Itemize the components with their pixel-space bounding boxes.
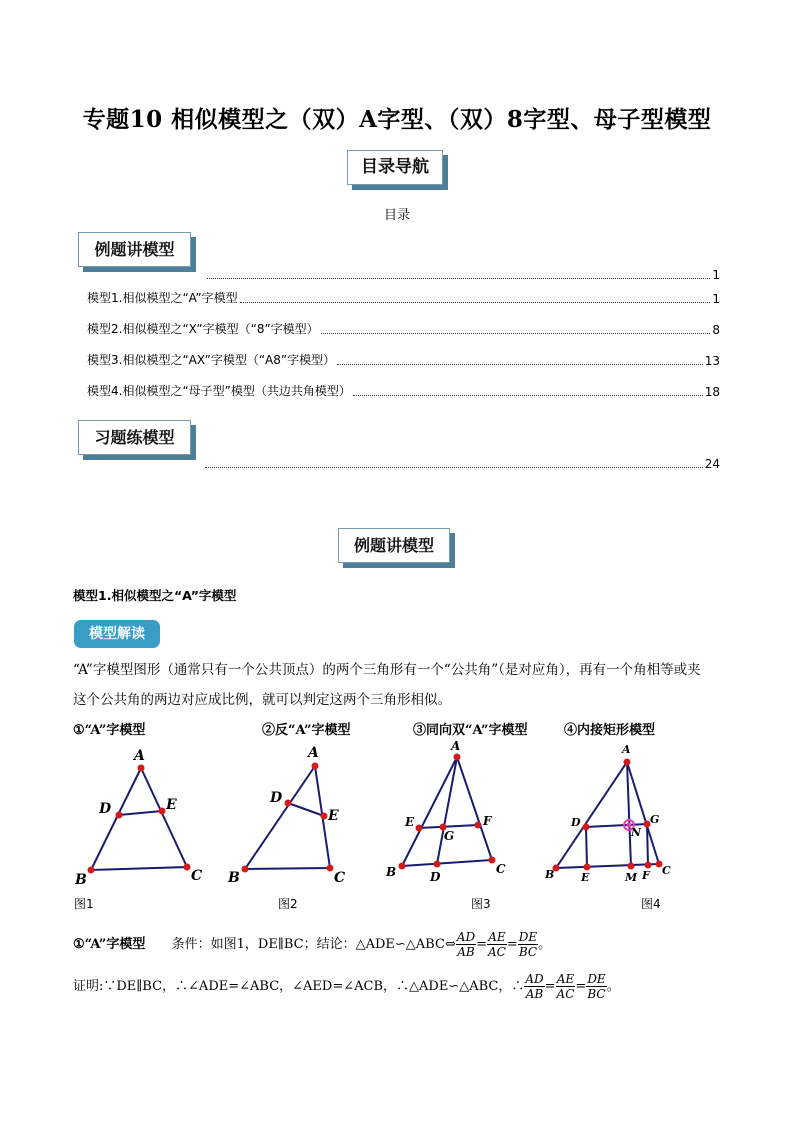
toc-leader: [207, 277, 710, 279]
figure-4-points: [553, 759, 663, 872]
f4-point-a: [624, 759, 631, 766]
figure-2-points: [242, 763, 334, 873]
f1-triangle: [91, 768, 187, 870]
figure-caption: 图2: [278, 897, 298, 911]
fraction: $\frac{AE}{AC}$: [488, 930, 506, 959]
f1-label: E: [166, 797, 177, 813]
f4-label: N: [631, 826, 642, 839]
f2-segment-de: [288, 803, 324, 816]
f1-label: B: [75, 872, 87, 888]
figure-4-lines: [556, 762, 659, 868]
model-heading: 模型1.相似模型之“A”字模型: [73, 588, 237, 603]
f3-point-f: [475, 822, 482, 829]
model-explain-pill: 模型解读: [74, 620, 160, 648]
f3-point-b: [399, 863, 406, 870]
figure-label: ④内接矩形模型: [564, 723, 656, 738]
f4-label: E: [581, 871, 590, 884]
condition-prefix: ①“A”字模型: [73, 937, 146, 952]
f1-label: D: [99, 801, 112, 817]
intro-line-1: “A”字模型图形（通常只有一个公共顶点）的两个三角形有一个“公共角”（是对应角），再有一个角相等或夹: [73, 662, 701, 678]
figure-1-lines: [91, 768, 187, 870]
figure-caption: 图1: [74, 897, 94, 911]
figure-2-lines: [245, 766, 330, 869]
f3-label: D: [430, 870, 441, 884]
f4-label: B: [545, 868, 555, 881]
f1-point-e: [159, 808, 166, 815]
toc-entry[interactable]: 24: [203, 455, 720, 471]
toc-leader: [321, 332, 711, 334]
f1-point-c: [184, 864, 191, 871]
toc-leader: [353, 394, 703, 396]
toc-heading: 目录: [383, 208, 410, 223]
f4-segment-de: [586, 827, 587, 867]
toc-entry[interactable]: 1: [205, 266, 720, 282]
section-box-exercises[interactable]: 习题练模型: [78, 420, 191, 455]
figure-label: ②反“A”字模型: [262, 723, 351, 738]
f4-point-m: [628, 863, 635, 870]
f4-point-f: [645, 862, 652, 869]
f1-point-a: [138, 765, 145, 772]
f2-label: E: [328, 808, 339, 824]
toc-leader: [205, 466, 703, 468]
f2-triangle: [245, 766, 330, 869]
f3-label: F: [483, 814, 492, 828]
figure-label: ③同向双“A”字模型: [413, 723, 528, 738]
f3-segment-ad: [437, 757, 457, 864]
f3-label: G: [444, 829, 455, 843]
f4-label: A: [622, 743, 631, 756]
f4-label: C: [662, 864, 671, 877]
f4-label: M: [625, 871, 638, 884]
f3-label: E: [405, 815, 415, 829]
figure-1-points: [88, 765, 191, 874]
section-box-center: 例题讲模型: [338, 528, 450, 563]
f3-point-c: [489, 857, 496, 864]
toc-entry[interactable]: 模型2.相似模型之“X”字模型（“8”字模型） 8: [87, 322, 720, 337]
f3-point-d: [434, 861, 441, 868]
f2-point-b: [242, 866, 249, 873]
f4-segment-am: [627, 762, 631, 866]
fraction: $\frac{AD}{AB}$: [456, 930, 476, 959]
f4-point-e: [584, 864, 591, 871]
f4-triangle: [556, 762, 659, 868]
f4-segment-gf: [647, 824, 648, 865]
toc-entry[interactable]: 模型4.相似模型之“母子型”模型（共边共角模型） 18: [87, 384, 720, 399]
toc-entry[interactable]: 模型1.相似模型之“A”字模型 1: [87, 291, 720, 306]
condition-text: 条件：如图1，DE∥BC；结论：△ADE∽△ABC⇔: [171, 937, 456, 952]
toc-entry[interactable]: 模型3.相似模型之“AX”字模型（“A8”字模型） 13: [87, 353, 720, 368]
f3-segment-ef: [419, 825, 478, 828]
f2-point-c: [327, 865, 334, 872]
proof-text: 证明:∵DE∥BC，∴∠ADE=∠ABC，∠AED=∠ACB，∴△ADE∽△ABC，∴: [73, 979, 525, 994]
fraction: $\frac{AD}{AB}$: [525, 972, 544, 1001]
fraction: $\frac{DE}{BC}$: [587, 972, 606, 1001]
f2-point-a: [312, 763, 319, 770]
geometry-figures: [0, 730, 794, 900]
proof-line: 证明:∵DE∥BC，∴∠ADE=∠ABC，∠AED=∠ACB，∴△ADE∽△ABC，∴ $\frac{AD}{AB}$ = $\frac{AE}{AC}$ = $\frac{DE}{BC}$ 。: [73, 972, 620, 1001]
f2-label: B: [228, 870, 240, 886]
figure-label: ①“A”字模型: [73, 723, 146, 738]
f2-label: A: [308, 745, 319, 761]
figure-caption: 图4: [641, 897, 661, 911]
fraction: $\frac{DE}{BC}$: [518, 930, 538, 959]
f1-label: A: [134, 748, 145, 764]
f4-label: F: [642, 869, 650, 882]
f3-label: C: [496, 862, 506, 876]
f4-label: D: [571, 816, 581, 829]
f3-point-e: [416, 825, 423, 832]
page-title: 专题10 相似模型之（双）A字型、（双）8字型、母子型模型: [82, 106, 712, 133]
f3-label: B: [386, 865, 397, 879]
toc-leader: [337, 363, 703, 365]
f2-label: C: [334, 870, 346, 886]
f3-point-a: [454, 754, 461, 761]
f2-point-d: [285, 800, 292, 807]
f2-label: D: [270, 790, 283, 806]
figure-caption: 图3: [471, 897, 491, 911]
f3-label: A: [451, 739, 461, 753]
f1-segment-de: [119, 811, 162, 815]
intro-line-2: 这个公共角的两边对应成比例，就可以判定这两个三角形相似。: [73, 692, 451, 708]
fraction: $\frac{AE}{AC}$: [556, 972, 575, 1001]
f1-point-d: [116, 812, 123, 819]
f1-point-b: [88, 867, 95, 874]
f4-point-d: [583, 824, 590, 831]
section-box-examples[interactable]: 例题讲模型: [78, 232, 191, 267]
f4-label: G: [650, 813, 660, 826]
toc-leader: [240, 301, 711, 303]
condition-line: ①“A”字模型 条件：如图1，DE∥BC；结论：△ADE∽△ABC⇔ $\frac{AD}{AB}$ = $\frac{AE}{AC}$ = $\frac{DE}{BC}$ 。: [73, 930, 552, 959]
figure-3-lines: [402, 757, 492, 866]
toc-nav-box: 目录导航: [347, 150, 443, 185]
f2-point-e: [321, 813, 328, 820]
f1-label: C: [191, 868, 203, 884]
